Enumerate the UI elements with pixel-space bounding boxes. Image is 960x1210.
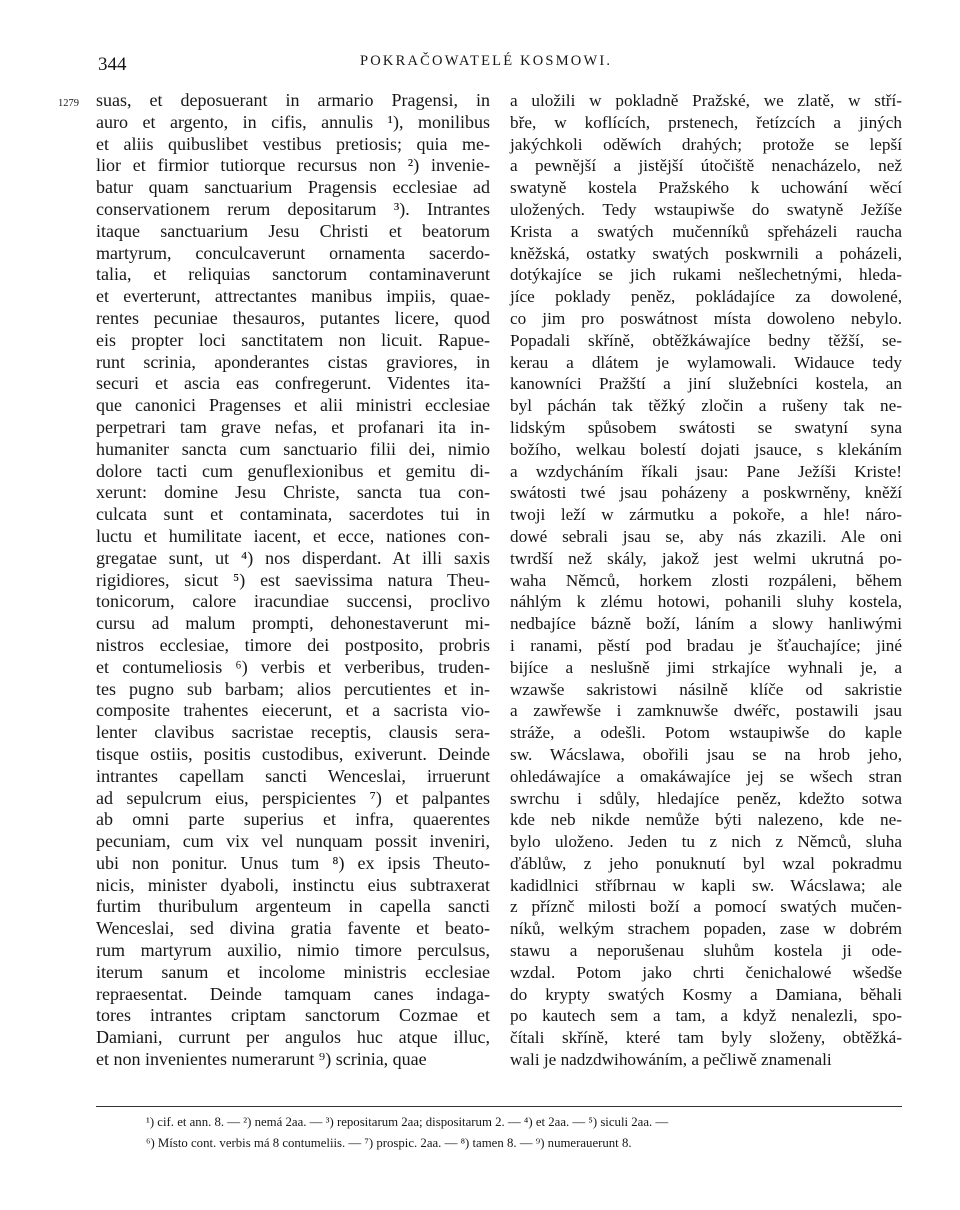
- czech-text-line: nedbajíce bázně boží, láním a slowy hanliwými: [510, 614, 902, 634]
- latin-text-line: et non invenientes numerarunt ⁹) scrinia, quae: [96, 1049, 427, 1070]
- latin-text-line: Damiani, currunt per angulos huc atque illuc,: [96, 1027, 490, 1048]
- latin-text-line: rigidiores, sicut ⁵) est saevissima natura Theu-: [96, 569, 490, 590]
- czech-text-line: Krista a swatých mučenníků spřeházeli raucha: [510, 221, 902, 241]
- czech-text-line: kerau a dlátem je wylamowali. Widauce tedy: [510, 352, 902, 372]
- latin-text-line: nicis, minister dyaboli, instinctu eius subtraxerat: [96, 874, 490, 895]
- latin-text-line: tes pugno sub barbam; alios percutientes et in-: [96, 678, 490, 699]
- latin-text-line: ab omni parte superius et infra, quaerentes: [96, 809, 490, 830]
- czech-text-line: ďáblůw, z jeho ponuknutí byl wzal pokradmu: [510, 853, 902, 873]
- latin-text-line: martyrum, conculcaverunt ornamenta sacerdo-: [96, 242, 490, 263]
- czech-text-line: ohledáwajíce a omakáwajíce jej se wšech stran: [510, 766, 902, 786]
- latin-text-line: pecuniam, cum vix vel nunquam possit inveniri,: [96, 831, 490, 852]
- latin-text-line: eis propter loci sanctitatem non licuit. Rapue-: [96, 329, 490, 350]
- czech-text-line: swrchu i sdůly, hledajíce peněz, kdežto sotwa: [510, 788, 902, 808]
- footnote-line: ⁶) Místo cont. verbis má 8 contumeliis. — ⁷) prospic. 2aa. — ⁸) tamen 8. — ⁹) numerauerunt 8.: [146, 1136, 632, 1150]
- latin-text-line: lior et firmior tutiorque recursus non ²) invenie-: [96, 155, 490, 176]
- czech-column: [510, 90, 902, 1071]
- latin-text-line: nistros ecclesiae, timore dei postposito, probris: [96, 634, 490, 655]
- czech-text-line: bylo uloženo. Jeden tu z nich z Němců, sluha: [510, 832, 902, 852]
- latin-text-line: suas, et deposuerant in armario Pragensi, in: [96, 90, 490, 110]
- latin-text-line: securi et ascia eas confregerunt. Videntes ita-: [96, 373, 490, 394]
- czech-text-line: a zawřewše i zamknuwše dwéřc, postawili jsau: [510, 701, 902, 721]
- czech-text-line: swátosti twé jsau poházeny a poskwrněny, kněží: [510, 483, 902, 503]
- czech-text-line: stráže, a odešli. Potom wstaupiwše do kaple: [510, 723, 902, 743]
- latin-text-line: ad sepulcrum eius, perspicientes ⁷) et palpantes: [96, 787, 490, 808]
- czech-text-line: twoji leží w zármutku a pokoře, a hle! náro-: [510, 505, 902, 525]
- latin-text-line: gregatae sunt, ut ⁴) nos disperdant. At illi saxis: [96, 547, 490, 568]
- latin-text-line: ubi non ponitur. Unus tum ⁸) ex ipsis Theuto-: [96, 852, 490, 873]
- footnotes: [146, 1112, 668, 1154]
- year-marker: 1279: [58, 98, 79, 109]
- czech-text-line: lidským spůsobem swátosti se swatyní syna: [510, 417, 902, 437]
- latin-text-line: cursu ad malum prompti, dehonestaverunt mi-: [96, 613, 490, 634]
- latin-text-line: humaniter sancta cum sanctuario filii dei, nimio: [96, 438, 490, 459]
- czech-text-line: Popadali skříně, obtěžkáwajíce bedny těžší, se-: [510, 330, 902, 350]
- czech-text-line: po kautech sem a tam, a když nenalezli, spo-: [510, 1006, 902, 1026]
- czech-text-line: waha Němců, horkem zlosti rozpáleni, během: [510, 570, 902, 590]
- latin-text-line: runt scrinia, aponderantes cistas graviores, in: [96, 351, 490, 372]
- czech-text-line: do krypty swatých Kosmy a Damiana, běhali: [510, 984, 902, 1004]
- czech-text-line: kanowníci Pražští a jiní služebníci kostela, an: [510, 374, 902, 394]
- footnote-rule: [96, 1106, 902, 1107]
- latin-text-line: repraesentat. Deinde tamquam canes indaga-: [96, 983, 490, 1004]
- czech-text-line: twrdší než skály, jakož jest welmi ukrutná po-: [510, 548, 902, 568]
- czech-text-line: stawu a neporušenau sluhům kostela ji ode-: [510, 941, 902, 961]
- latin-text-line: et aliis quibuslibet vestibus pretiosis; quia me-: [96, 133, 490, 154]
- latin-text-line: xerunt: domine Jesu Christe, sancta tua con-: [96, 482, 490, 503]
- czech-text-line: wzdal. Potom jako chrti čenichalowé wšedše: [510, 962, 902, 982]
- czech-text-line: sw. Wácslawa, obořili jsau se na hrob jeho,: [510, 744, 902, 764]
- latin-text-line: intrantes capellam sancti Wenceslai, irruerunt: [96, 765, 490, 786]
- running-head: POKRAČOWATELÉ KOSMOWI.: [360, 53, 613, 69]
- czech-text-line: wzawše sakristowi násilně klíče od sakristie: [510, 679, 902, 699]
- czech-text-line: a wzdycháním říkali jsau: Pane Ježíši Kriste!: [510, 461, 902, 481]
- latin-text-line: furtim thuribulum argenteum in capella sancti: [96, 896, 490, 917]
- latin-text-line: perpetrari tam grave nefas, et profanari ita in-: [96, 416, 490, 437]
- latin-text-line: et everterunt, attrectantes manibus impiis, quae-: [96, 286, 490, 307]
- czech-text-line: náhlým k zlému hotowi, pohanili sluhy kostela,: [510, 592, 902, 612]
- latin-text-line: iterum sanum et incolome ministris ecclesiae: [96, 961, 490, 982]
- czech-text-line: níků, welkým strachem popaden, zase w dobrém: [510, 919, 902, 939]
- latin-text-line: et contumeliosis ⁶) verbis et verberibus, truden-: [96, 656, 490, 677]
- czech-text-line: jakýchkoli oděwích drahých; protože se lepší: [510, 134, 902, 154]
- czech-text-line: co jim pro poswátnost místa dowoleno nebylo.: [510, 308, 902, 328]
- czech-text-line: božího, welkau bolestí dojati jsauce, s klekáním: [510, 439, 902, 459]
- latin-column: [96, 90, 490, 1071]
- czech-text-line: a uložili w pokladně Pražské, we zlatě, w stří-: [510, 91, 902, 110]
- czech-text-line: dotýkajíce se jich rukami nešlechetnými, hleda-: [510, 265, 902, 285]
- czech-text-line: kněžská, ostatky swatých poskwrnili a poházeli,: [510, 243, 902, 263]
- latin-text-line: talia, et reliquias sanctorum contaminaverunt: [96, 264, 490, 285]
- czech-text-line: bijíce a neslušně jimi strkajíce wyhnali je, a: [510, 657, 902, 677]
- latin-text-line: dolore tacti cum genuflexionibus et gemitu di-: [96, 460, 490, 481]
- latin-text-line: Wenceslai, sed divina gratia favente et beato-: [96, 918, 490, 939]
- czech-text-line: kde neb nikde nemůže býti nalezeno, kde ne-: [510, 810, 902, 830]
- latin-text-line: rum martyrum auxilio, nimio timore perculsus,: [96, 940, 490, 961]
- czech-text-line: z příznč milosti boží a pomocí swatých mučen-: [510, 897, 902, 917]
- czech-text-line: jíce poklady peněz, pokládajíce za dowolené,: [510, 287, 902, 307]
- latin-text-line: tores intrantes criptam sanctorum Cozmae et: [96, 1005, 490, 1026]
- czech-text-line: a pewnější a jistější útočiště nenacházelo, než: [510, 156, 902, 176]
- page-number: 344: [98, 54, 127, 75]
- czech-text-line: i ranami, pěstí pod bradau je šťauchajíce; jiné: [510, 635, 902, 655]
- latin-text-line: tisque ostiis, positis custodibus, exiverunt. Deinde: [96, 743, 490, 764]
- czech-text-line: kadidlnici stříbrnau w kapli sw. Wácslawa; ale: [510, 875, 902, 895]
- czech-text-line: bře, w koflících, prstenech, řetízcích a jiných: [510, 112, 902, 132]
- latin-text-line: que canonici Pragenses et alii ministri ecclesiae: [96, 395, 490, 416]
- latin-text-line: lenter clavibus sacristae receptis, clausis sera-: [96, 722, 490, 743]
- footnote-line: ¹) cif. et ann. 8. — ²) nemá 2aa. — ³) repositarum 2aa; dispositarum 2. — ⁴) et 2aa. — ⁵) siculi 2aa. —: [146, 1115, 669, 1129]
- latin-text-line: composite trahentes eiecerunt, et a sacrista vio-: [96, 700, 490, 721]
- latin-text-line: itaque sanctuarium Jesu Christi et beatorum: [96, 220, 490, 241]
- czech-text-line: dowé sebrali jsau se, aby nás zkazili. Ale oni: [510, 526, 902, 546]
- latin-text-line: culcata sunt et contaminata, sacerdotes tui in: [96, 504, 490, 525]
- czech-text-line: uložených. Tedy wstaupiwše do swatyně Ježíše: [510, 199, 902, 219]
- latin-text-line: luctu et humilitate iacent, et ecce, nationes con-: [96, 525, 490, 546]
- latin-text-line: rentes pecuniae thesauros, putantes licere, quod: [96, 307, 490, 328]
- latin-text-line: conservationem rerum depositarum ³). Intrantes: [96, 198, 490, 219]
- latin-text-line: batur quam sanctuarium Pragensis ecclesiae ad: [96, 177, 490, 198]
- czech-text-line: čítali skříně, které tam byly složeny, obtěžká-: [510, 1028, 902, 1048]
- latin-text-line: auro et argento, in cifis, annulis ¹), monilibus: [96, 111, 490, 132]
- latin-text-line: tonicorum, calore iracundiae succensi, proclivo: [96, 591, 490, 612]
- czech-text-line: wali je nadzdwihowáním, a pečliwě znamenali: [510, 1050, 832, 1070]
- czech-text-line: byl páchán tak těžký zločin a rušeny tak ne-: [510, 396, 902, 416]
- czech-text-line: swatyně kostela Pražského k uchowání wěcí: [510, 178, 902, 198]
